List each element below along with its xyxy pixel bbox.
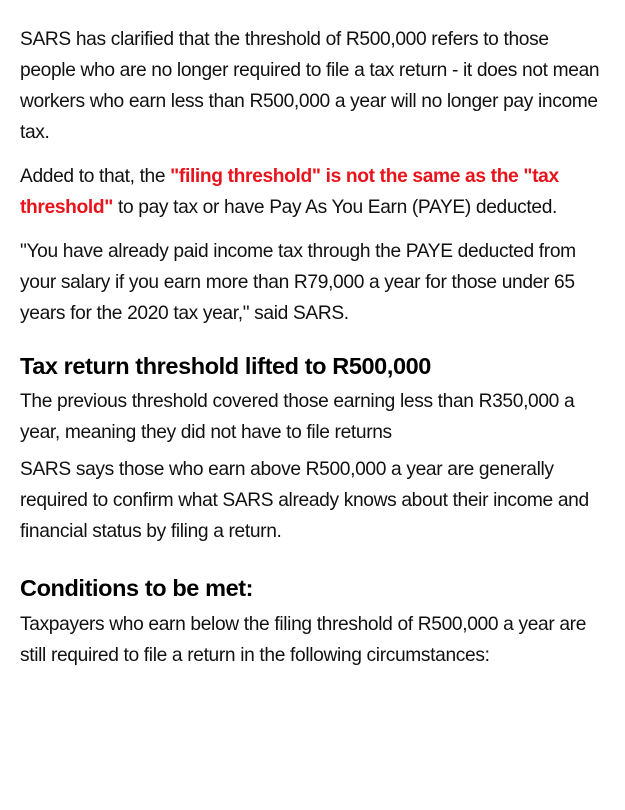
paragraph-lead-text: Added to that, the bbox=[20, 166, 171, 187]
paragraph-filing-vs-tax-threshold bbox=[20, 161, 605, 223]
highlighted-text: "filing threshold" is not the same as the "tax threshold" bbox=[20, 166, 559, 218]
paragraph-sars-quote: "You have already paid income tax through the PAYE deducted from your salary if you earn more than R79,000 a year for those under 65 years for the 2020 tax year," said SARS. bbox=[20, 241, 576, 324]
paragraph-threshold-clarification: SARS has clarified that the threshold of R500,000 refers to those people who are no longer required to file a tax return - it does not mean workers who earn less than R500,000 a year will no longer pay income tax. bbox=[20, 29, 600, 143]
heading-conditions: Conditions to be met: bbox=[20, 575, 254, 601]
paragraph-conditions-intro: Taxpayers who earn below the filing threshold of R500,000 a year are still required to file a return in the following circumstances: bbox=[20, 614, 587, 666]
heading-threshold-lifted: Tax return threshold lifted to R500,000 bbox=[20, 353, 431, 379]
paragraph-above-threshold: SARS says those who earn above R500,000 a year are generally required to confirm what SARS already knows about their income and financial status by filing a return. bbox=[20, 459, 589, 542]
paragraph-tail-text: to pay tax or have Pay As You Earn (PAYE) deducted. bbox=[113, 197, 558, 218]
paragraph-previous-threshold: The previous threshold covered those earning less than R350,000 a year, meaning they did not have to file returns bbox=[20, 391, 575, 443]
